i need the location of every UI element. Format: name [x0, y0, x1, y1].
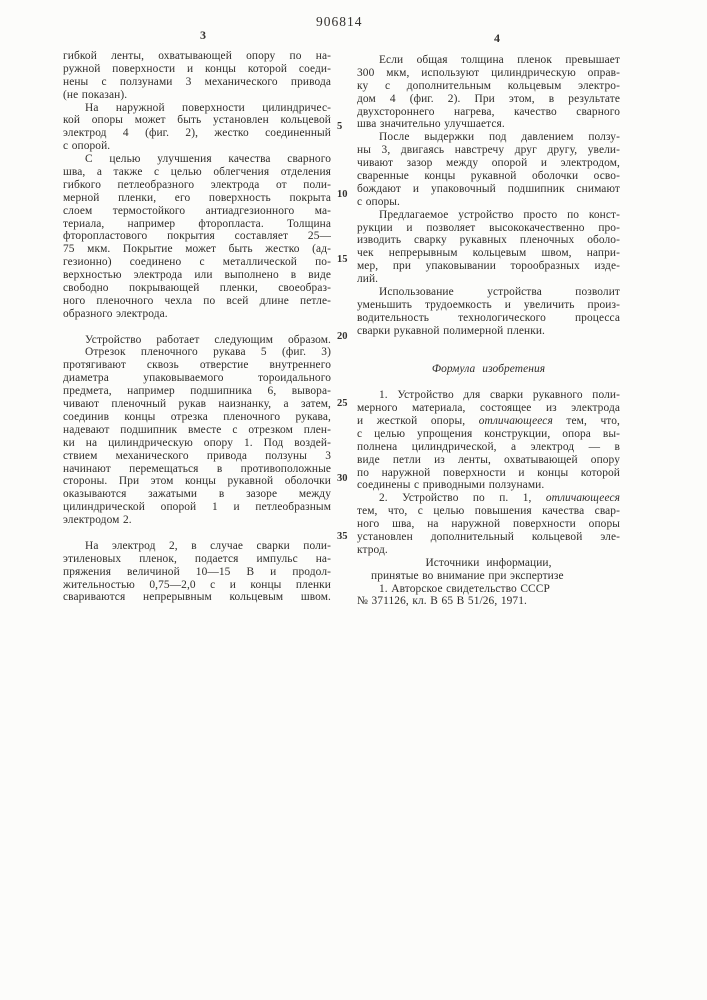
text: оказываются зажатыми в зазоре между — [63, 488, 331, 501]
text-line — [63, 488, 331, 501]
text-line — [63, 424, 331, 437]
text: После выдержки под давлением ползу- — [379, 131, 620, 144]
text-line — [63, 114, 331, 127]
blank-line — [357, 350, 620, 363]
text: чивают зазор между опорой и электродом, — [357, 157, 620, 170]
text: ны 3, двигаясь навстречу друг другу, увели- — [357, 144, 620, 157]
text-line — [357, 170, 620, 183]
blank-line — [63, 321, 331, 334]
text: верхностью электрода или выполнено в виде — [63, 269, 331, 282]
text-line — [63, 540, 331, 553]
text: гезионно) соединено с металлической по- — [63, 256, 331, 269]
text: ствием механического привода ползуны 3 — [63, 449, 331, 462]
text: электродом 2. — [63, 514, 132, 527]
text-line — [357, 492, 620, 505]
text: Отрезок пленочного рукава 5 (фиг. 3) — [85, 346, 331, 359]
text-line — [357, 183, 620, 196]
text-line — [63, 372, 331, 385]
text: свободно покрывающей пленки, своеобраз- — [63, 282, 331, 295]
line-number-5: 5 — [337, 121, 343, 132]
text-line — [63, 385, 331, 398]
line-number-35: 35 — [337, 531, 348, 542]
blank-line — [63, 527, 331, 540]
text-line — [357, 286, 620, 299]
text-line — [357, 157, 620, 170]
text-line — [357, 106, 620, 119]
italic-text: отличающееся — [478, 414, 553, 427]
text-line — [357, 222, 620, 235]
text-line — [63, 334, 331, 347]
text: ружной поверхности и концы которой соеди- — [63, 62, 331, 75]
text-line — [357, 260, 620, 273]
text: 1. Устройство для сварки рукавного поли- — [379, 389, 620, 402]
text: 75 мкм. Покрытие может быть жестко (ад- — [63, 243, 331, 256]
text-line — [357, 80, 620, 93]
text: 300 мкм, используют цилиндрическую оправ- — [357, 66, 620, 79]
text: предмета, например подшипника 6, вывора- — [63, 385, 331, 398]
text: двухстороннего нагрева, качество сварного — [357, 105, 620, 118]
italic-text: отличающееся — [545, 492, 620, 505]
text-line — [63, 243, 331, 256]
text: лий. — [357, 273, 379, 286]
text-line — [63, 501, 331, 514]
text: полнена цилиндрической, а электрод — в — [357, 440, 620, 453]
text: шва значительно улучшается. — [357, 118, 505, 131]
text: электрод 4 (фиг. 2), жестко соединенный — [63, 127, 331, 140]
text-line — [357, 415, 620, 428]
text: стороны. При этом концы рукавной оболочки — [63, 475, 331, 488]
text: и жесткой опоры, — [357, 414, 479, 427]
text-line — [63, 179, 331, 192]
text-line — [357, 402, 620, 415]
text: 2. Устройство по п. 1, — [379, 492, 546, 505]
text: Предлагаемое устройство просто по конст- — [379, 208, 620, 221]
text: принятые во внимание при экспертизе — [371, 569, 564, 582]
text-line — [63, 269, 331, 282]
text: пряжения величиной 10—15 В и продол- — [63, 565, 331, 578]
text-line — [357, 196, 620, 209]
text-line — [63, 579, 331, 592]
text-line — [63, 230, 331, 243]
text: рукции и позволяет высококачественно про- — [357, 221, 620, 234]
text: цилиндрической опорой 1 и петлеобразным — [63, 501, 331, 514]
text-line — [63, 76, 331, 89]
text: водительность технологического процесса — [357, 311, 620, 324]
line-number-30: 30 — [337, 473, 348, 484]
text-line — [357, 518, 620, 531]
text: № 371126, кл. В 65 В 51/26, 1971. — [357, 595, 527, 608]
text: бождают и упаковочный подшипник снимают — [357, 182, 620, 195]
text: тем, что, с целью повышения качества свар- — [357, 505, 620, 518]
text-line — [357, 454, 620, 467]
patent-number: 906814 — [316, 14, 363, 29]
text: Источники информации, — [425, 556, 552, 569]
text: ного пленочного чехла по всей длине петле- — [63, 294, 331, 307]
text-line — [63, 218, 331, 231]
text-line — [63, 437, 331, 450]
text: с опорой. — [63, 140, 111, 153]
text: 1. Авторское свидетельство СССР — [379, 582, 550, 595]
text-line — [357, 583, 620, 596]
text-line — [357, 479, 620, 492]
text-line — [357, 325, 620, 338]
text-line — [63, 192, 331, 205]
text: изводить сварку рукавных пленочных оболо- — [357, 234, 620, 247]
text-line — [357, 544, 620, 557]
text: гибкого петлеобразного электрода от поли- — [63, 178, 331, 191]
text-line — [357, 67, 620, 80]
text: по наружной поверхности и концы которой — [357, 466, 620, 479]
text-line — [63, 463, 331, 476]
text-line — [357, 595, 620, 608]
text: чивают пленочный рукав наизнанку, а затем, — [63, 398, 331, 411]
text: этиленовых пленок, подается импульс на- — [63, 552, 331, 565]
text-line — [63, 346, 331, 359]
text-line — [63, 475, 331, 488]
text-line — [357, 531, 620, 544]
text-line — [357, 131, 620, 144]
text-line — [63, 166, 331, 179]
right-text-column — [357, 54, 620, 608]
line-number-gutter — [337, 0, 359, 620]
text-line — [357, 505, 620, 518]
line-number-20: 20 — [337, 331, 348, 342]
text-line — [357, 118, 620, 131]
text-line — [63, 205, 331, 218]
text: Устройство работает следующим образом. — [85, 333, 331, 346]
text-line — [63, 411, 331, 424]
text: сварки рукавной полимерной пленки. — [357, 324, 546, 337]
text: мер, при упаковывании торообразных изде- — [357, 260, 620, 273]
text-line — [63, 282, 331, 295]
text-line — [357, 209, 620, 222]
text-line — [63, 398, 331, 411]
text: Использование устройства позволит — [379, 286, 620, 299]
text-line — [357, 441, 620, 454]
text: ку с дополнительным кольцевым электро- — [357, 79, 620, 92]
text-line — [357, 557, 620, 570]
text: мерной пленки, его поверхность покрыта — [63, 191, 331, 204]
text: шва, а также с целью облегчения отделения — [63, 166, 331, 179]
text-line — [63, 308, 331, 321]
text: виде петли из ленты, охватывающей опору — [357, 453, 620, 466]
text-line — [63, 127, 331, 140]
text-line — [357, 273, 620, 286]
text-line — [63, 566, 331, 579]
text: гибкой ленты, охватывающей опору по на- — [63, 50, 331, 62]
text-line — [63, 89, 331, 102]
text: С целью улучшения качества сварного — [85, 153, 331, 166]
left-text-column — [63, 50, 331, 604]
line-number-25: 25 — [337, 398, 348, 409]
blank-line — [357, 338, 620, 351]
text-line — [63, 295, 331, 308]
text: фторопластового покрытия составляет 25— — [63, 230, 331, 243]
text-line — [357, 312, 620, 325]
text: уменьшить трудоемкость и увеличить произ- — [357, 298, 620, 311]
right-column-page-number: 4 — [494, 31, 500, 45]
text-line — [357, 467, 620, 480]
text: Если общая толщина пленок превышает — [379, 54, 620, 66]
text-line — [63, 591, 331, 604]
text-line — [63, 256, 331, 269]
text-line — [357, 247, 620, 260]
text: ки на цилиндрическую опору 1. Под воздей- — [63, 436, 331, 449]
text: начинают перемещаться в противоположные — [63, 462, 331, 475]
text: протягивают сквозь отверстие внутреннего — [63, 359, 331, 372]
text-line — [63, 450, 331, 463]
italic-text: Формула изобретения — [431, 363, 546, 376]
text: тем, что, — [552, 414, 620, 427]
text: соединены с приводными ползунами. — [357, 479, 545, 492]
text: жительностью 0,75—2,0 с и концы пленки — [63, 578, 331, 591]
text-line — [357, 144, 620, 157]
text: сваренные концы рукавной оболочки осво- — [357, 170, 620, 183]
text-line — [63, 553, 331, 566]
text: нены с ползунами 3 механического привода — [63, 75, 331, 88]
text: мерного материала, состоящее из электрода — [357, 402, 620, 415]
text-line — [357, 234, 620, 247]
text: установлен дополнительный кольцевой эле- — [357, 530, 620, 543]
text: надевают подшипник вместе с отрезком плен- — [63, 423, 331, 436]
text-line — [357, 570, 620, 583]
text-line — [63, 514, 331, 527]
text: диаметра упаковываемого тороидального — [63, 372, 331, 385]
text-line — [357, 299, 620, 312]
text: соединив концы отрезка пленочного рукава, — [63, 410, 331, 423]
text: чек непрерывным кольцевым швом, напри- — [357, 247, 620, 260]
text-line — [63, 359, 331, 372]
text-line — [357, 54, 620, 67]
text-line — [63, 140, 331, 153]
line-number-10: 10 — [337, 189, 348, 200]
text: На электрод 2, в случае сварки поли- — [85, 539, 331, 552]
text: кой опоры может быть установлен кольцевой — [63, 114, 331, 127]
text: ного шва, на наружной поверхности опоры — [357, 518, 620, 531]
text: ктрод. — [357, 543, 388, 556]
text-line — [63, 63, 331, 76]
text: слоем термостойкого антиадгезионного ма- — [63, 204, 331, 217]
line-number-15: 15 — [337, 254, 348, 265]
text-line — [357, 389, 620, 402]
text: дом 4 (фиг. 2). При этом, в результате — [357, 92, 620, 105]
text: с целью упрощения конструкции, опора вы- — [357, 427, 620, 440]
text-line — [357, 428, 620, 441]
text: с опоры. — [357, 195, 400, 208]
text-line — [63, 153, 331, 166]
text-line — [63, 102, 331, 115]
blank-line — [357, 376, 620, 389]
text: образного электрода. — [63, 307, 168, 320]
left-column-page-number: 3 — [200, 28, 206, 42]
text-line — [357, 93, 620, 106]
text: (не показан). — [63, 88, 128, 101]
text-line — [63, 50, 331, 63]
text: свариваются непрерывным кольцевым швом. — [63, 591, 331, 604]
text: териала, например фторопласта. Толщина — [63, 217, 331, 230]
text: На наружной поверхности цилиндричес- — [85, 101, 331, 114]
text-line — [357, 363, 620, 376]
